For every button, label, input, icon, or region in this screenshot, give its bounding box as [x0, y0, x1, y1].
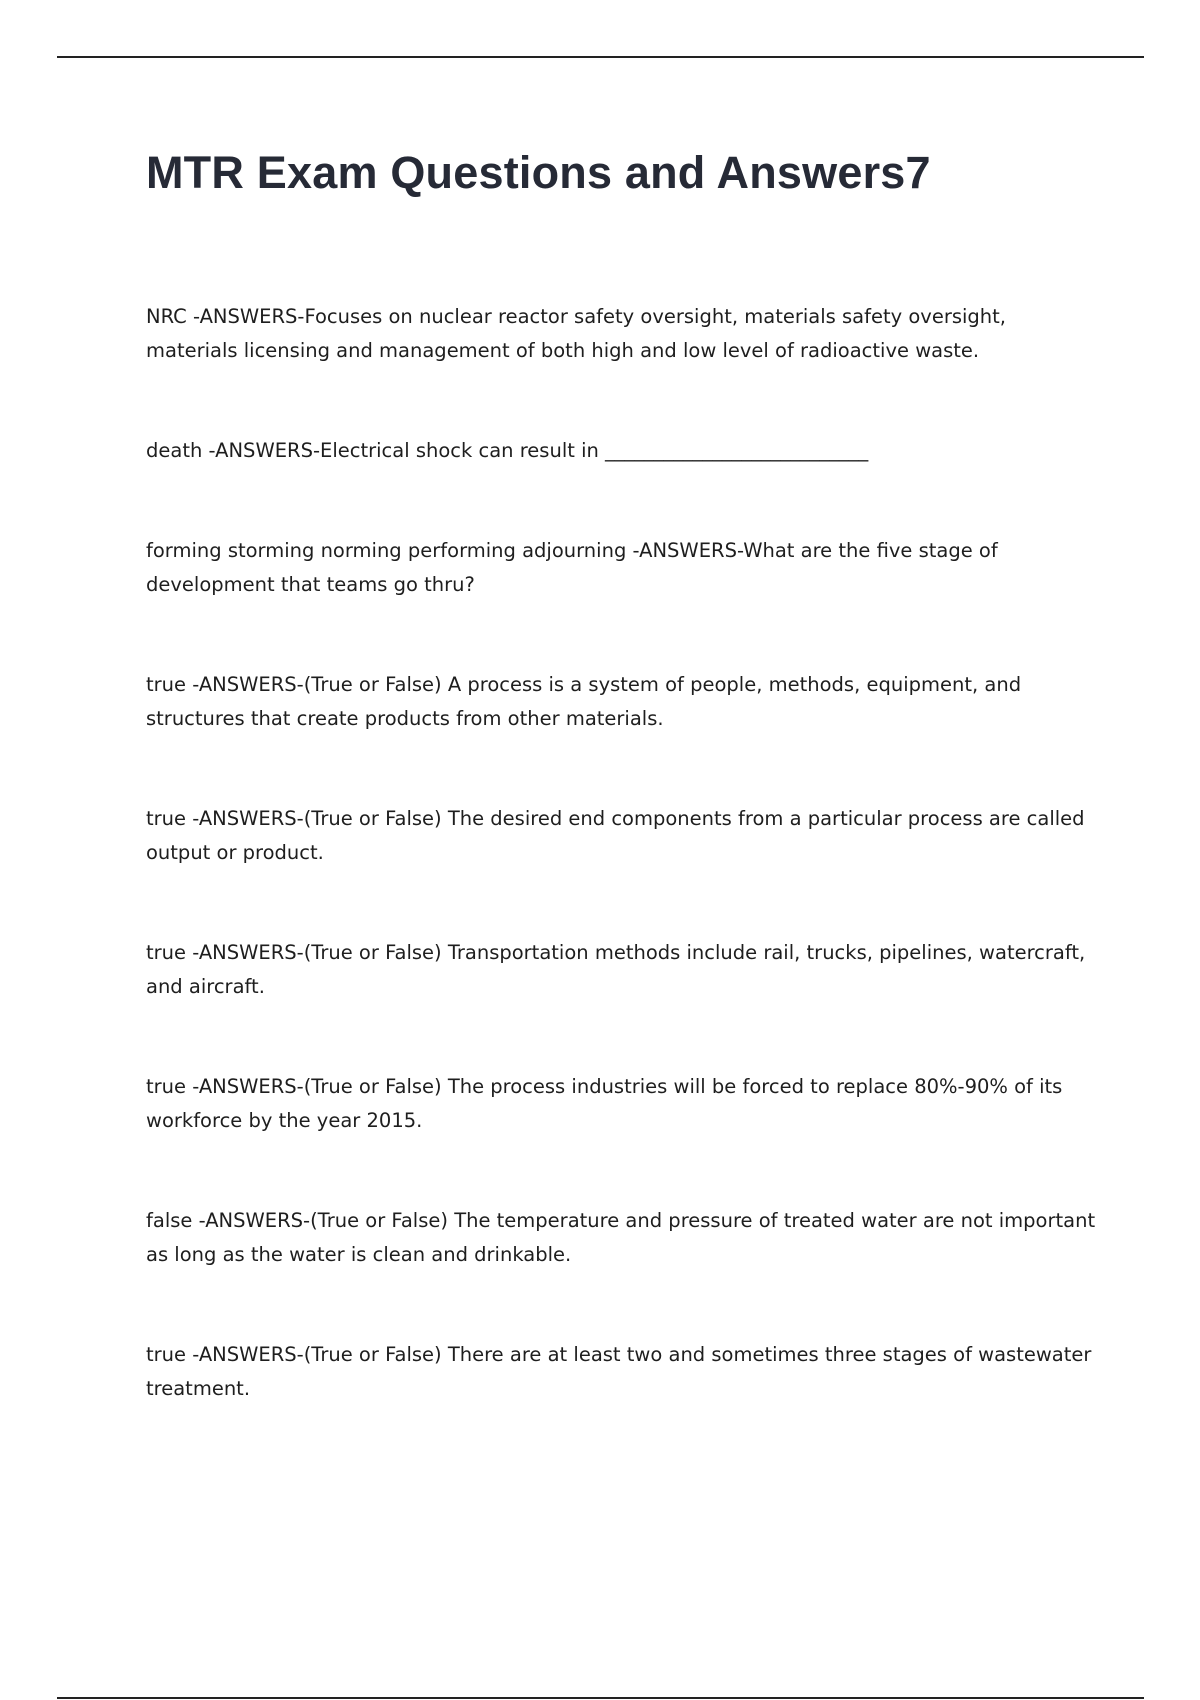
qa-item: false -ANSWERS-(True or False) The temperature and pressure of treated water are not important as long as the water is clean and drinkable.: [146, 1209, 1096, 1266]
qa-item: true -ANSWERS-(True or False) The process industries will be forced to replace 80%-90% of its workforce by the year 2015.: [146, 1075, 1063, 1132]
qa-item: NRC -ANSWERS-Focuses on nuclear reactor safety oversight, materials safety oversight, materials licensing and management of both high and low level of radioactive waste.: [146, 305, 1006, 362]
qa-item: true -ANSWERS-(True or False) A process is a system of people, methods, equipment, and structures that create products from other materials.: [146, 673, 1022, 730]
qa-item: death -ANSWERS-Electrical shock can result in ___________________________: [146, 439, 869, 462]
bottom-divider: [57, 1697, 1144, 1699]
top-divider: [57, 56, 1144, 58]
qa-item: true -ANSWERS-(True or False) There are at least two and sometimes three stages of wastewater treatment.: [146, 1343, 1092, 1400]
document-body: [146, 140, 1096, 1472]
qa-list: [146, 300, 1096, 1406]
qa-item: true -ANSWERS-(True or False) Transportation methods include rail, trucks, pipelines, watercraft, and aircraft.: [146, 941, 1086, 998]
qa-item: true -ANSWERS-(True or False) The desired end components from a particular process are called output or product.: [146, 807, 1085, 864]
qa-item: forming storming norming performing adjourning -ANSWERS-What are the five stage of development that teams go thru?: [146, 539, 998, 596]
document-title: MTR Exam Questions and Answers7: [146, 147, 931, 198]
